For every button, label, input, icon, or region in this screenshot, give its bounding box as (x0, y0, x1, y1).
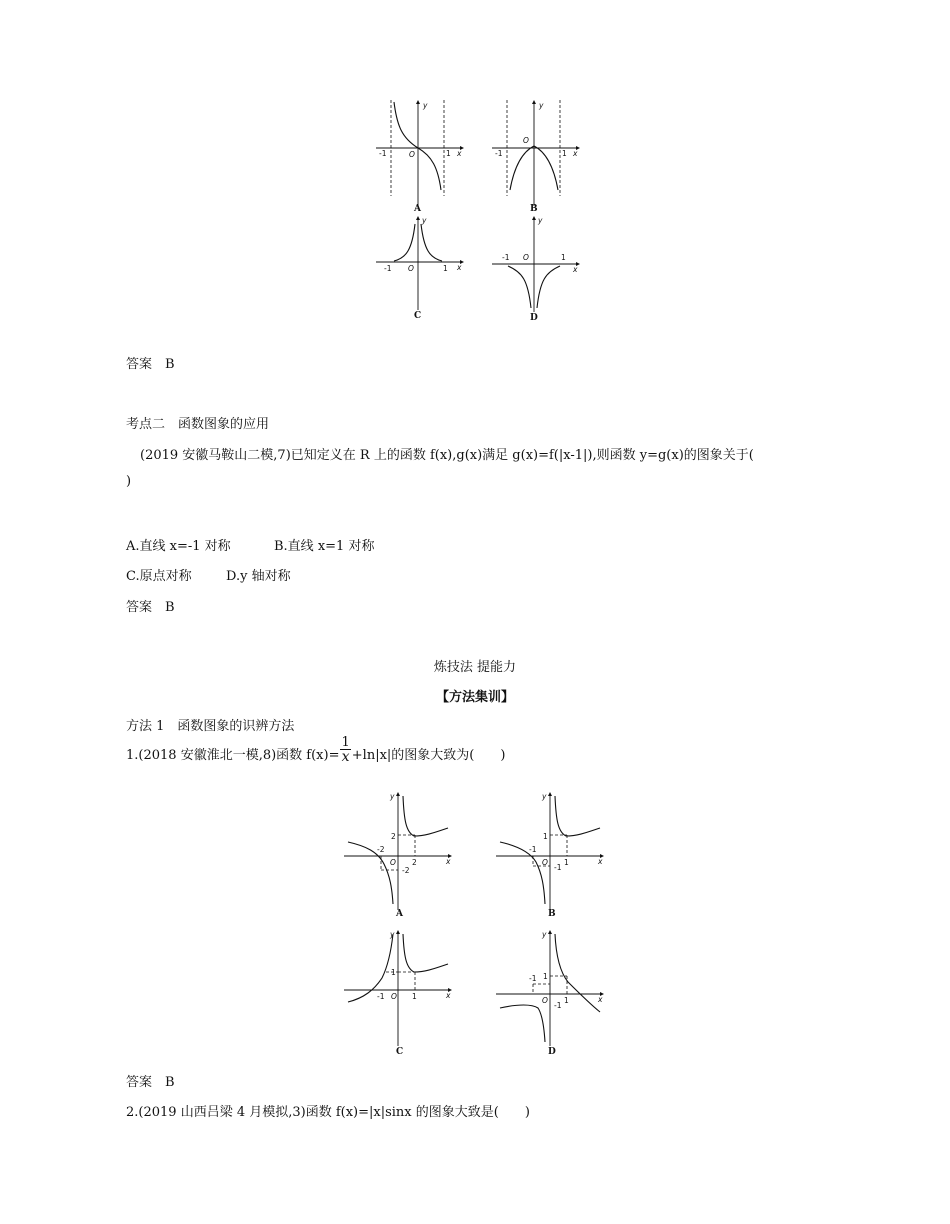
fraction-denominator: x (341, 748, 350, 765)
x-axis-label: x (598, 857, 603, 866)
xpos-label: 1 (412, 992, 417, 1001)
graph-letter: B (530, 204, 538, 214)
ypos-label: 1 (391, 968, 396, 977)
method-title: 方法 1 函数图象的识辨方法 (126, 719, 295, 734)
question-2: 2.(2019 山西吕梁 4 月模拟,3)函数 f(x)=|x|sinx 的图象大致是( ) (126, 1105, 530, 1120)
tick-neg-1: -1 (379, 149, 387, 158)
x-axis-label: x (446, 991, 451, 1000)
origin-label: O (409, 150, 415, 159)
graph-letter: A (396, 909, 403, 919)
graph-set1-b (488, 98, 582, 216)
answer-3: 答案 B (126, 1075, 175, 1090)
answer-2: 答案 B (126, 600, 175, 615)
x-axis-label: x (457, 263, 462, 272)
graph-letter: A (414, 204, 421, 214)
tick-pos-1: 1 (446, 149, 451, 158)
graph-set2-c (340, 928, 456, 1058)
xpos-label: 2 (412, 858, 417, 867)
graph-set2-d (492, 928, 608, 1058)
tick-neg-1: -1 (384, 264, 392, 273)
x-axis-label: x (598, 995, 603, 1004)
y-axis-label: y (542, 930, 547, 939)
y-axis-label: y (390, 792, 395, 801)
problem-text-line1: (2019 安徽马鞍山二模,7)已知定义在 R 上的函数 f(x),g(x)满足 g(x)=f(|x-1|),则函数 y=g(x)的图象关于( (140, 448, 754, 463)
question-1 (126, 734, 506, 765)
yneg-label: -1 (554, 863, 562, 872)
origin-label: O (542, 858, 548, 867)
tick-neg-1: -1 (495, 149, 503, 158)
option-d: D.y 轴对称 (226, 569, 291, 584)
ypos-label: 1 (543, 832, 548, 841)
tick-pos-1: 1 (443, 264, 448, 273)
graph-letter: C (396, 1047, 404, 1057)
option-c: C.原点对称 (126, 569, 192, 584)
y-axis-label: y (423, 101, 428, 110)
y-axis-label: y (538, 216, 543, 225)
heading-main: 炼技法 提能力 (433, 660, 517, 675)
xneg-label: -1 (377, 992, 385, 1001)
graph-set1-a (372, 98, 466, 216)
graph-set1-d (488, 214, 582, 322)
answer-1: 答案 B (126, 357, 175, 372)
yneg-label: -2 (402, 866, 410, 875)
tick-pos-1: 1 (562, 149, 567, 158)
problem-text-line2: ) (126, 474, 132, 489)
x-axis-label: x (446, 857, 451, 866)
x-axis-label: x (573, 149, 578, 158)
y-axis-label: y (539, 101, 544, 110)
section-title: 考点二 函数图象的应用 (126, 417, 270, 432)
y-axis-label: y (390, 930, 395, 939)
x-axis-label: x (573, 265, 578, 274)
fraction-numerator: 1 (341, 734, 350, 750)
origin-label: O (391, 992, 397, 1001)
origin-label: O (408, 264, 414, 273)
y-axis-label: y (422, 216, 427, 225)
origin-label: O (523, 253, 529, 262)
graph-letter: D (530, 313, 538, 323)
graph-set2-b (492, 790, 608, 920)
xneg-label: -1 (529, 974, 537, 983)
xneg-label: -2 (377, 845, 385, 854)
question-1-suffix: +ln|x|的图象大致为( ) (351, 748, 506, 763)
heading-sub: 【方法集训】 (435, 690, 514, 705)
option-a: A.直线 x=-1 对称 (126, 539, 231, 554)
origin-label: O (523, 136, 529, 145)
ypos-label: 2 (391, 832, 396, 841)
option-b: B.直线 x=1 对称 (274, 539, 375, 554)
graph-letter: B (548, 909, 556, 919)
yneg-label: -1 (554, 1001, 562, 1010)
tick-pos-1: 1 (561, 253, 566, 262)
xneg-label: -1 (529, 845, 537, 854)
origin-label: O (542, 996, 548, 1005)
tick-neg-1: -1 (502, 253, 510, 262)
origin-label: O (390, 858, 396, 867)
graph-set1-c (372, 214, 466, 322)
graph-set2-a (340, 790, 456, 920)
ypos-label: 1 (543, 972, 548, 981)
xpos-label: 1 (564, 858, 569, 867)
y-axis-label: y (542, 792, 547, 801)
fraction-one-over-x (340, 736, 350, 764)
question-1-prefix: 1.(2018 安徽淮北一模,8)函数 f(x)= (126, 748, 340, 763)
x-axis-label: x (457, 149, 462, 158)
graph-letter: C (414, 311, 422, 321)
graph-letter: D (548, 1047, 556, 1057)
xpos-label: 1 (564, 996, 569, 1005)
